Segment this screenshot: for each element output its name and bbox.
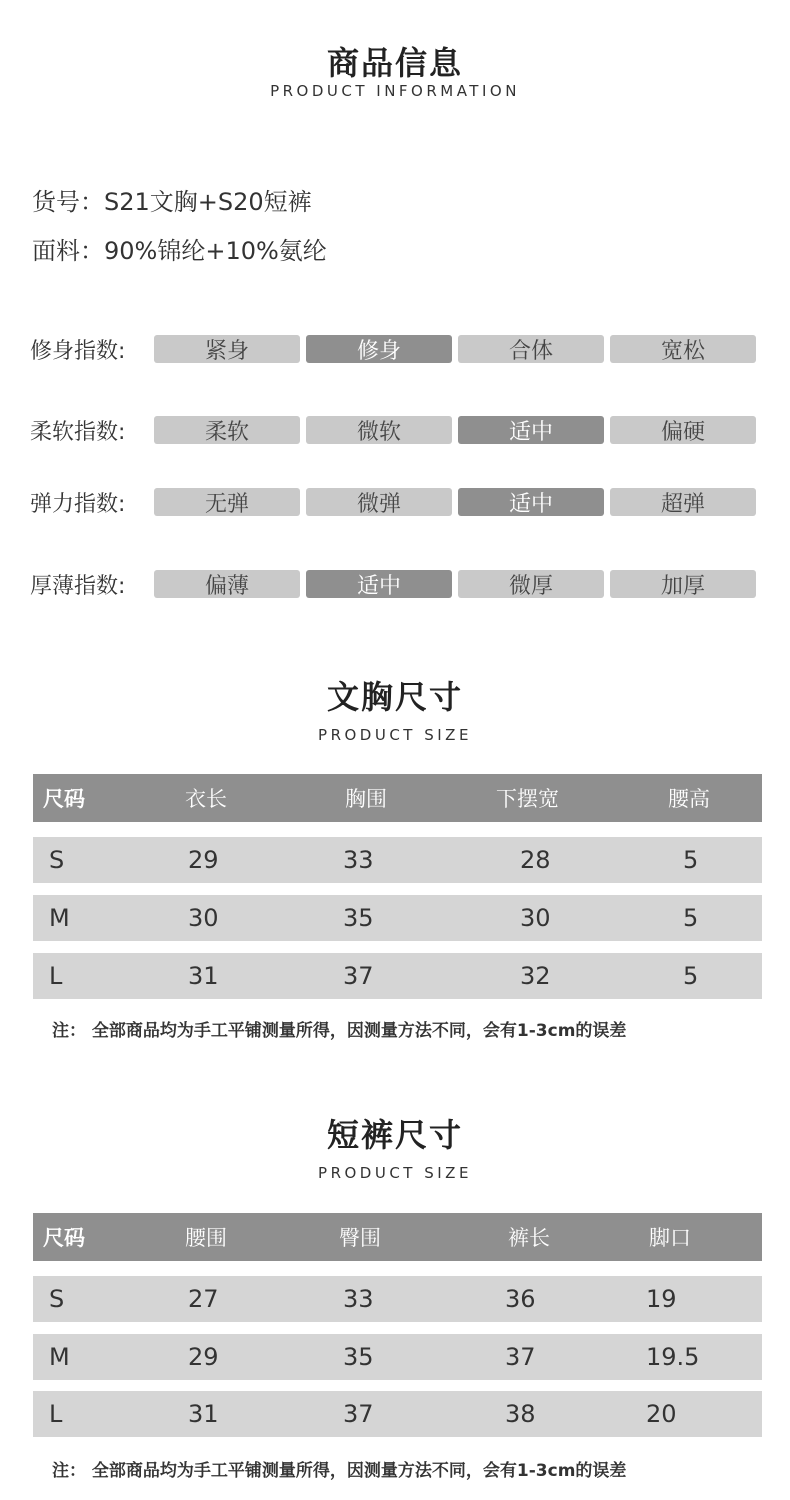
table-row (33, 1391, 762, 1437)
index-option-selected: 适中 (458, 488, 604, 516)
index-option: 偏硬 (610, 416, 756, 444)
table-cell: S (49, 1285, 65, 1313)
index-option: 无弹 (154, 488, 300, 516)
table-cell: 35 (343, 1343, 374, 1371)
index-option: 加厚 (610, 570, 756, 598)
table-cell: 19.5 (646, 1343, 700, 1371)
bra-size-note: 注： 全部商品均为手工平铺测量所得，因测量方法不同，会有1-3cm的误差 (52, 1021, 627, 1041)
table-cell: 30 (520, 904, 551, 932)
table-cell: 29 (188, 846, 219, 874)
header-cell: 裤长 (508, 1226, 550, 1250)
table-cell: L (49, 1400, 63, 1428)
index-label: 修身指数: (30, 338, 126, 364)
index-option: 宽松 (610, 335, 756, 363)
table-cell: 31 (188, 1400, 219, 1428)
header-cell: 下摆宽 (496, 787, 559, 811)
product-info-subtitle: PRODUCT INFORMATION (270, 82, 520, 100)
shorts-size-table-header (33, 1213, 762, 1261)
header-cell: 腰围 (185, 1226, 227, 1250)
index-option: 柔软 (154, 416, 300, 444)
index-option: 偏薄 (154, 570, 300, 598)
table-cell: L (49, 962, 63, 990)
table-row (33, 895, 762, 941)
table-cell: 29 (188, 1343, 219, 1371)
header-cell: 尺码 (43, 787, 85, 811)
table-cell: 35 (343, 904, 374, 932)
index-row-fit (30, 333, 762, 365)
table-cell: 31 (188, 962, 219, 990)
index-option-selected: 适中 (458, 416, 604, 444)
index-option: 紧身 (154, 335, 300, 363)
index-option: 超弹 (610, 488, 756, 516)
table-cell: 37 (505, 1343, 536, 1371)
table-cell: 37 (343, 1400, 374, 1428)
table-row (33, 1276, 762, 1322)
header-cell: 腰高 (668, 787, 710, 811)
bra-size-subtitle: PRODUCT SIZE (318, 726, 472, 744)
index-option: 合体 (458, 335, 604, 363)
index-label: 柔软指数: (30, 419, 126, 445)
index-row-thickness (30, 568, 762, 600)
header-cell: 衣长 (185, 787, 227, 811)
table-row (33, 953, 762, 999)
table-cell: 38 (505, 1400, 536, 1428)
index-option: 微厚 (458, 570, 604, 598)
index-label: 弹力指数: (30, 491, 126, 517)
table-cell: S (49, 846, 65, 874)
table-cell: 30 (188, 904, 219, 932)
table-cell: 28 (520, 846, 551, 874)
header-cell: 脚口 (649, 1226, 691, 1250)
table-row (33, 837, 762, 883)
table-cell: 36 (505, 1285, 536, 1313)
index-row-softness (30, 414, 762, 446)
table-cell: 33 (343, 846, 374, 874)
index-row-elasticity (30, 486, 762, 518)
index-option: 微软 (306, 416, 452, 444)
table-cell: 37 (343, 962, 374, 990)
table-cell: M (49, 1343, 70, 1371)
table-cell: 27 (188, 1285, 219, 1313)
header-cell: 尺码 (43, 1226, 85, 1250)
fabric-composition: 面料：90%锦纶+10%氨纶 (32, 237, 327, 265)
header-cell: 胸围 (345, 787, 387, 811)
shorts-size-title: 短裤尺寸 (326, 1116, 463, 1154)
table-row (33, 1334, 762, 1380)
index-option-selected: 适中 (306, 570, 452, 598)
table-cell: 20 (646, 1400, 677, 1428)
table-cell: M (49, 904, 70, 932)
shorts-size-note: 注： 全部商品均为手工平铺测量所得，因测量方法不同，会有1-3cm的误差 (52, 1461, 627, 1481)
item-number: 货号：S21文胸+S20短裤 (32, 188, 312, 216)
index-option-selected: 修身 (306, 335, 452, 363)
bra-size-title: 文胸尺寸 (326, 678, 463, 716)
table-cell: 19 (646, 1285, 677, 1313)
table-cell: 32 (520, 962, 551, 990)
shorts-size-subtitle: PRODUCT SIZE (318, 1164, 472, 1182)
table-cell: 5 (683, 962, 699, 990)
table-cell: 5 (683, 846, 699, 874)
product-info-title: 商品信息 (326, 44, 463, 82)
table-cell: 33 (343, 1285, 374, 1313)
bra-size-table-header (33, 774, 762, 822)
index-label: 厚薄指数: (30, 573, 126, 599)
index-option: 微弹 (306, 488, 452, 516)
table-cell: 5 (683, 904, 699, 932)
header-cell: 臀围 (339, 1226, 381, 1250)
